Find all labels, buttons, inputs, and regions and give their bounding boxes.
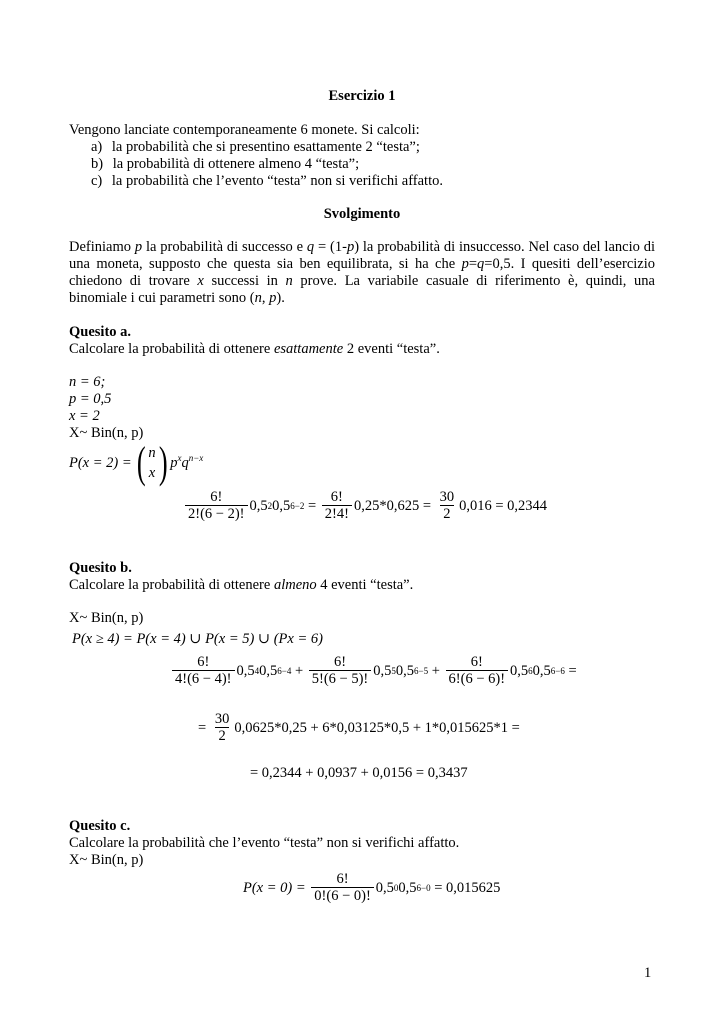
quesito-b-text: Calcolare la probabilità di ottenere almeno 4 eventi “testa”. — [69, 577, 414, 593]
fraction: $\frac{6!}{2!4!}$ — [322, 489, 352, 523]
calc-b-line1: $\frac{6!}{4!(6 - 4)!}$ 0,5 4 0,5 6−4 + $\frac{6!}{5!(6 - 5)!}$ 0,5 5 0,5 6−5 + $\frac{6!}{6!(6 - 6)!}$ 0,5 6 0,5 6−6 = — [170, 650, 577, 692]
question-text: la probabilità che l’evento “testa” non si verifichi affatto. — [111, 173, 443, 189]
calc-c: P(x = 0) = $\frac{6!}{0!(6 - 0)!}$ 0,5 0 0,5 6−0 = 0,015625 — [243, 871, 501, 904]
question-text: la probabilità di ottenere almeno 4 “testa”; — [112, 156, 360, 172]
quesito-c-heading: Quesito c. — [69, 818, 131, 834]
fraction: $\frac{6!}{2!(6 - 2)!}$ — [185, 489, 248, 523]
fraction: $\frac{30}{2}$ — [214, 711, 230, 744]
question-text: la probabilità che si presentino esattamente 2 “testa”; — [111, 139, 420, 155]
quesito-b-heading: Quesito b. — [69, 560, 132, 576]
question-label: b) — [91, 156, 104, 172]
param-x: x = 2 — [69, 408, 100, 424]
question-label: c) — [91, 173, 103, 189]
param-p: p = 0,5 — [69, 391, 112, 407]
quesito-c-text: Calcolare la probabilità che l’evento “testa” non si verifichi affatto. — [69, 835, 460, 851]
distribution-b: X~ Bin(n, p) — [69, 610, 144, 626]
fraction: $\frac{6!}{6!(6 - 6)!}$ — [446, 654, 509, 688]
fraction: $\frac{30}{2}$ — [439, 489, 455, 522]
pmf-formula: P(x = 2) = ( n x ) $p^xq^{n-x}$ — [69, 438, 204, 487]
calc-a: $\frac{6!}{2!(6 - 2)!}$ 0,5 2 0,5 6−2 = $\frac{6!}{2!4!}$ 0,25*0,625 = $\frac{30}{2}$ 0,016 = 0,2344 — [183, 486, 547, 526]
solution-paragraph: Definiamo p la probabilità di successo e q = (1-p) la probabilità di insuccesso. Nel caso del lancio di una moneta, supposto che questa sia ben equilibrata, si ha che p=q=0,5. I quesiti dell’esercizio chiedono di trovare x successi in n prove. La variabile casuale di riferimento è, quindi, una binomiale i cui parametri sono (n, p). — [69, 239, 655, 306]
quesito-a-text: Calcolare la probabilità di ottenere esattamente 2 eventi “testa”. — [69, 341, 440, 357]
param-n: n = 6; — [69, 374, 106, 390]
calc-b-line2: = $\frac{30}{2}$ 0,0625*0,25 + 6*0,03125*0,5 + 1*0,015625*1 = — [198, 711, 520, 744]
binomial-coefficient: ( n x ) — [136, 438, 168, 487]
calc-b-line3: = 0,2344 + 0,0937 + 0,0156 = 0,3437 — [250, 765, 468, 781]
distribution-a: X~ Bin(n, p) — [69, 425, 144, 441]
solution-title: Svolgimento — [323, 206, 401, 222]
question-label: a) — [91, 139, 103, 155]
quesito-a-heading: Quesito a. — [69, 324, 132, 340]
intro-text: Vengono lanciate contemporaneamente 6 monete. Si calcoli: — [69, 122, 420, 138]
question-item-a — [91, 139, 420, 156]
page-number: 1 — [644, 965, 652, 981]
question-item-c — [91, 173, 443, 190]
fraction: $\frac{6!}{4!(6 - 4)!}$ — [172, 654, 235, 688]
union-formula: P(x ≥ 4) = P(x = 4) ∪ P(x = 5) ∪ (Px = 6) — [72, 631, 323, 647]
fraction: $\frac{6!}{0!(6 - 0)!}$ — [311, 871, 374, 905]
fraction: $\frac{6!}{5!(6 - 5)!}$ — [309, 654, 372, 688]
exercise-title: Esercizio 1 — [328, 88, 396, 104]
distribution-c: X~ Bin(n, p) — [69, 852, 144, 868]
question-item-b — [91, 156, 359, 173]
pmf-lhs: P(x = 2) = — [69, 454, 132, 471]
